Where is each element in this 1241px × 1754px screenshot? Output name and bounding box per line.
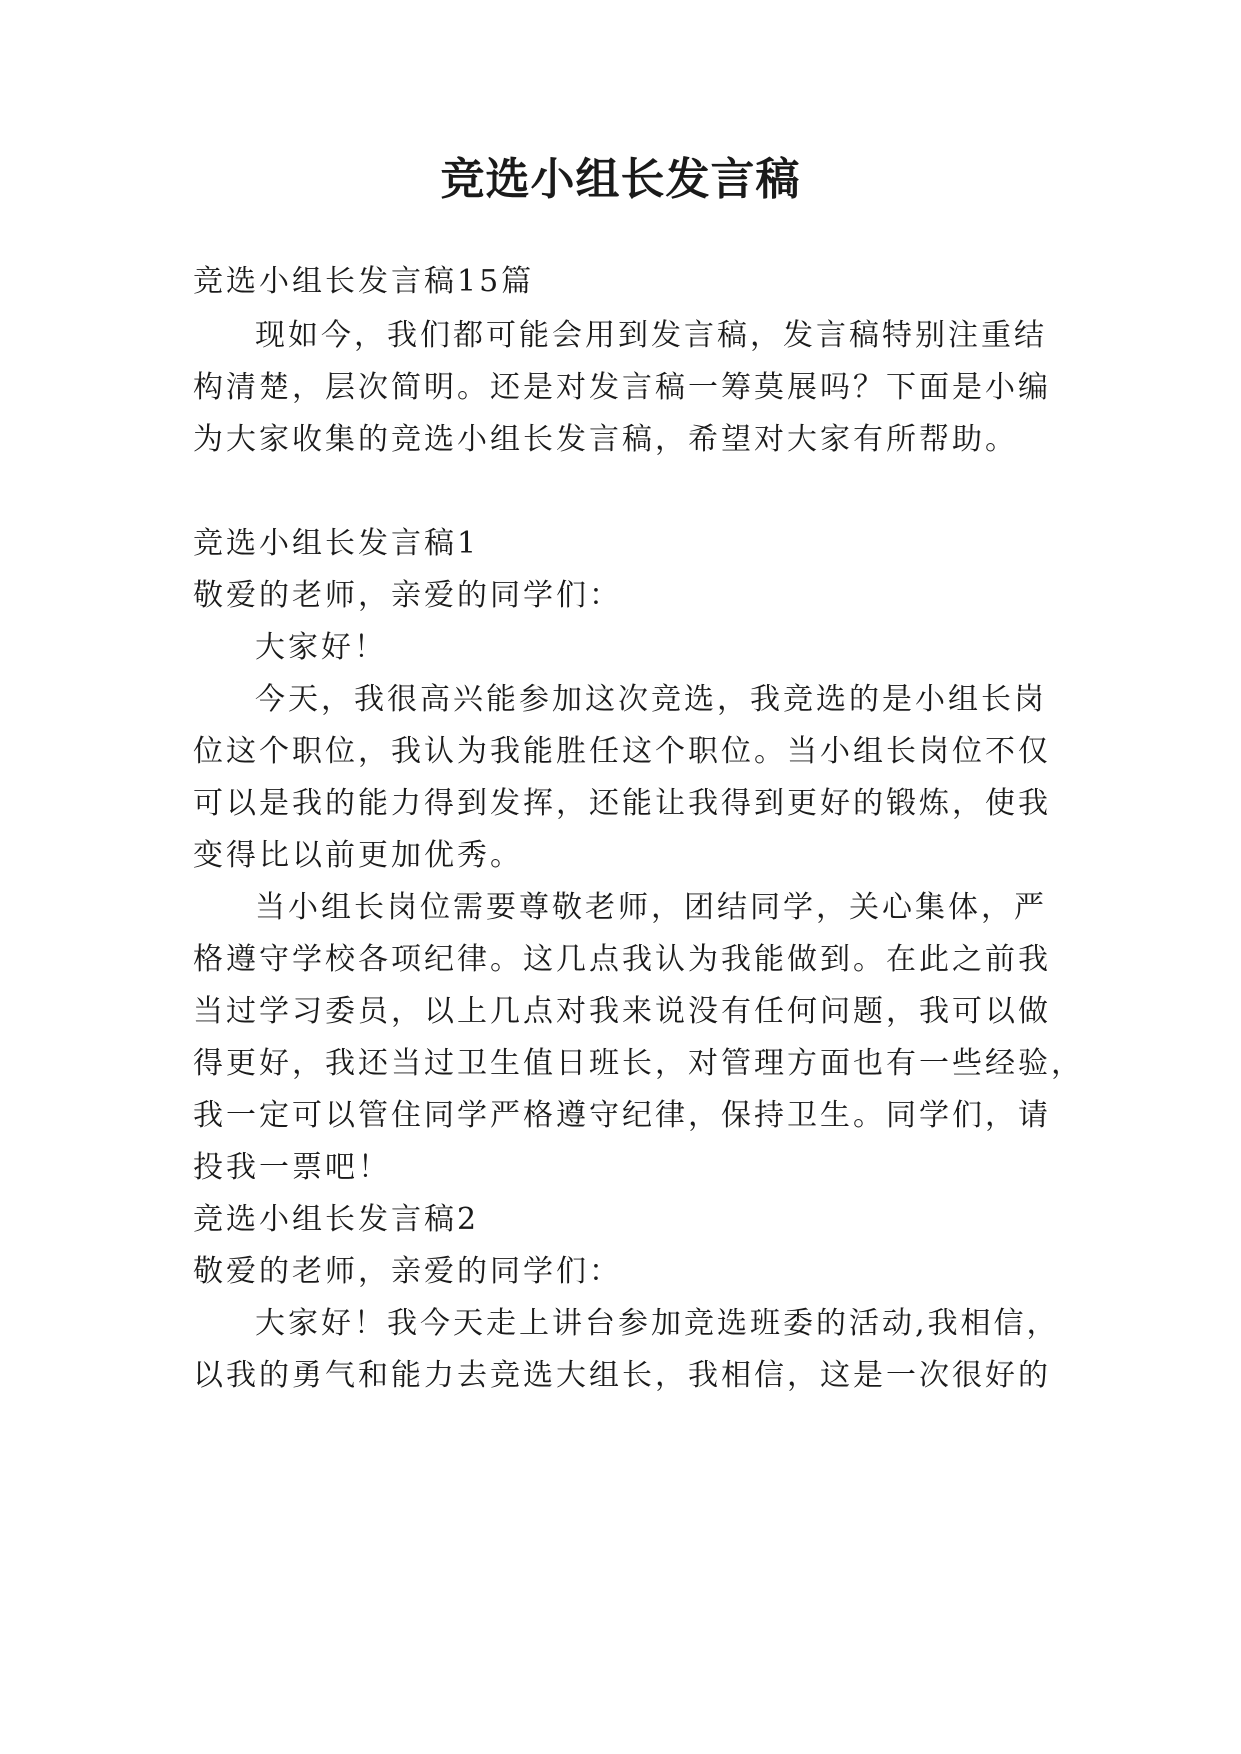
section-heading-2: 竞选小组长发言稿2 <box>193 1202 480 1237</box>
paragraph-line: 现如今，我们都可能会用到发言稿，发言稿特别注重结 <box>255 318 1047 353</box>
paragraph-line: 当过学习委员，以上几点对我来说没有任何问题，我可以做 <box>193 994 1051 1029</box>
paragraph-line: 以我的勇气和能力去竞选大组长，我相信，这是一次很好的 <box>193 1358 1051 1393</box>
section-heading-1: 竞选小组长发言稿1 <box>193 526 480 561</box>
salutation: 敬爱的老师，亲爱的同学们： <box>193 578 622 613</box>
salutation: 敬爱的老师，亲爱的同学们： <box>193 1254 622 1289</box>
paragraph-line: 当小组长岗位需要尊敬老师，团结同学，关心集体，严 <box>255 890 1047 925</box>
greeting: 大家好！ <box>255 630 387 665</box>
paragraph-line: 格遵守学校各项纪律。这几点我认为我能做到。在此之前我 <box>193 942 1051 977</box>
paragraph-line: 投我一票吧！ <box>193 1150 391 1185</box>
paragraph-line: 位这个职位，我认为我能胜任这个职位。当小组长岗位不仅 <box>193 734 1051 769</box>
paragraph-line: 我一定可以管住同学严格遵守纪律，保持卫生。同学们，请 <box>193 1098 1051 1133</box>
paragraph-line: 大家好！我今天走上讲台参加竞选班委的活动,我相信， <box>255 1306 1060 1341</box>
paragraph-line: 变得比以前更加优秀。 <box>193 838 523 873</box>
paragraph-line: 为大家收集的竞选小组长发言稿，希望对大家有所帮助。 <box>193 422 1018 457</box>
document-subtitle: 竞选小组长发言稿15篇 <box>193 264 535 299</box>
paragraph-line: 今天，我很高兴能参加这次竞选，我竞选的是小组长岗 <box>255 682 1047 717</box>
paragraph-line: 得更好，我还当过卫生值日班长，对管理方面也有一些经验， <box>193 1046 1084 1081</box>
document-title: 竞选小组长发言稿 <box>440 154 801 205</box>
paragraph-line: 构清楚，层次简明。还是对发言稿一筹莫展吗？下面是小编 <box>193 370 1051 405</box>
paragraph-line: 可以是我的能力得到发挥，还能让我得到更好的锻炼，使我 <box>193 786 1051 821</box>
